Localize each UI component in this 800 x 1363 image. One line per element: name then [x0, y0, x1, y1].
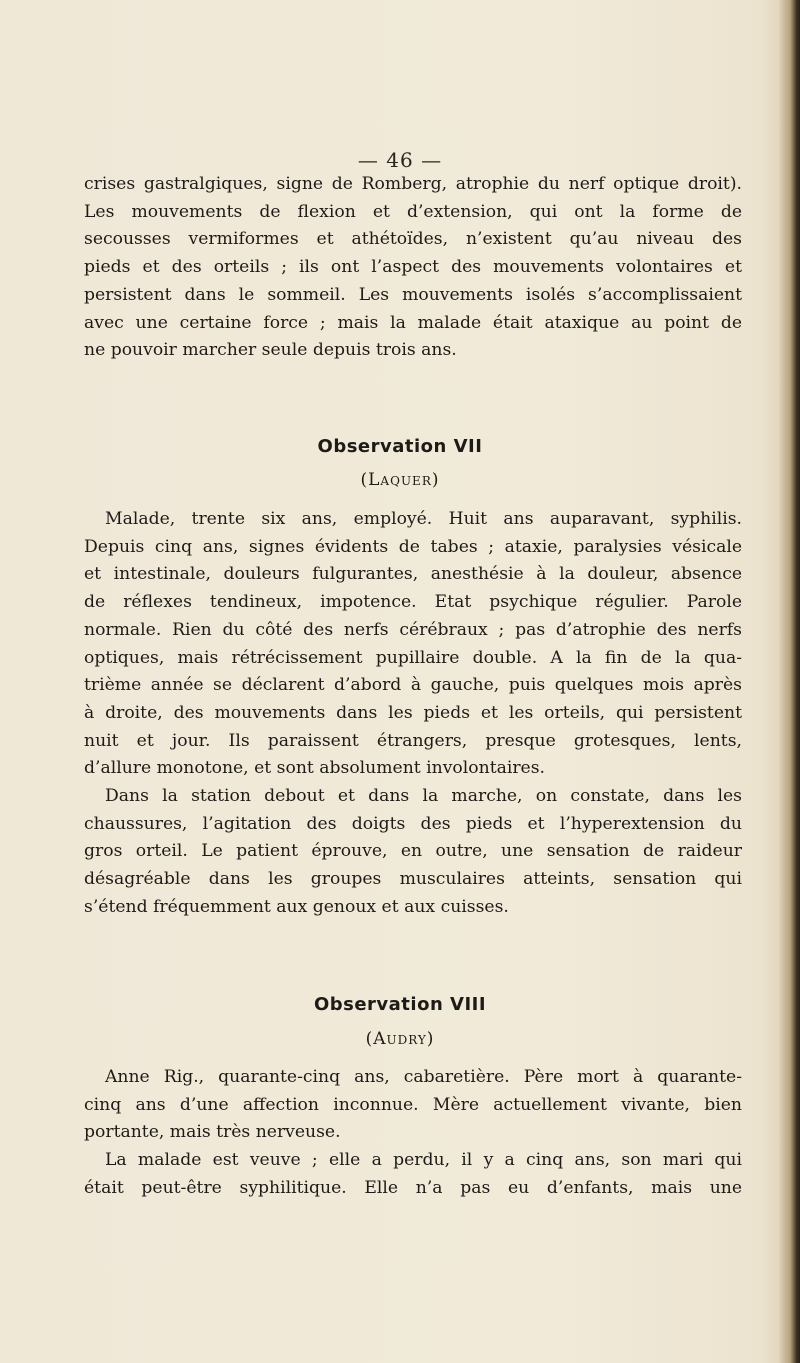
text-line: optiques, mais rétrécissement pupillaire double. A la fin de la qua- [84, 647, 742, 668]
observation-author: (Audry) [365, 1029, 435, 1049]
text-line: cinq ans d’une affection inconnue. Mère actuellement vivante, bien [84, 1094, 742, 1115]
text-line: persistent dans le sommeil. Les mouvements isolés s’accomplissaient [84, 284, 742, 305]
text-line: chaussures, l’agitation des doigts des pieds et l’hyperextension du [84, 813, 742, 834]
observation-8-paragraph-1 [84, 1064, 742, 1147]
intro-paragraph [84, 171, 742, 365]
text-line: trième année se déclarent d’abord à gauche, puis quelques mois après [84, 675, 742, 696]
text-line: d’allure monotone, et sont absolument involontaires. [84, 758, 546, 779]
text-line: et intestinale, douleurs fulgurantes, anesthésie à la douleur, absence [84, 564, 742, 585]
observation-author: (Laquer) [360, 470, 440, 490]
text-line: Depuis cinq ans, signes évidents de tabes ; ataxie, paralysies vésicale [84, 536, 742, 557]
observation-8-paragraph-2 [84, 1147, 742, 1202]
observation-heading: Observation VII [317, 436, 483, 457]
text-line: crises gastralgiques, signe de Romberg, atrophie du nerf optique droit). [84, 174, 742, 194]
page-number: — 46 — [357, 148, 443, 172]
text-line: Anne Rig., quarante-cinq ans, cabaretière. Père mort à quarante- [105, 1067, 742, 1087]
text-line: de réflexes tendineux, impotence. Etat psychique régulier. Parole [84, 592, 742, 613]
text-line: La malade est veuve ; elle a perdu, il y a cinq ans, son mari qui [105, 1150, 742, 1170]
text-line: était peut-être syphilitique. Elle n’a pas eu d’enfants, mais une [84, 1177, 742, 1198]
text-line: Malade, trente six ans, employé. Huit ans auparavant, syphilis. [105, 509, 742, 529]
text-line: portante, mais très nerveuse. [84, 1122, 341, 1143]
observation-7-paragraph-2 [84, 783, 742, 922]
text-line: s’étend fréquemment aux genoux et aux cuisses. [84, 896, 509, 917]
text-line: à droite, des mouvements dans les pieds et les orteils, qui persistent [84, 702, 742, 723]
text-line: pieds et des orteils ; ils ont l’aspect des mouvements volontaires et [84, 257, 742, 278]
text-line: Les mouvements de flexion et d’extension, qui ont la forme de [84, 201, 742, 222]
text-line: ne pouvoir marcher seule depuis trois ans. [84, 340, 457, 361]
text-line: secousses vermiformes et athétoïdes, n’existent qu’au niveau des [84, 229, 742, 250]
page-edge-shadow [778, 0, 800, 1363]
text-line: Dans la station debout et dans la marche, on constate, dans les [105, 786, 742, 806]
observation-7-paragraph-1 [84, 506, 742, 783]
text-line: avec une certaine force ; mais la malade était ataxique au point de [84, 312, 742, 333]
observation-heading: Observation VIII [313, 994, 487, 1015]
text-line: gros orteil. Le patient éprouve, en outre, une sensation de raideur [84, 841, 742, 862]
text-line: désagréable dans les groupes musculaires atteints, sensation qui [84, 869, 742, 890]
text-line: nuit et jour. Ils paraissent étrangers, presque grotesques, lents, [84, 730, 742, 751]
text-line: normale. Rien du côté des nerfs cérébraux ; pas d’atrophie des nerfs [84, 619, 742, 640]
